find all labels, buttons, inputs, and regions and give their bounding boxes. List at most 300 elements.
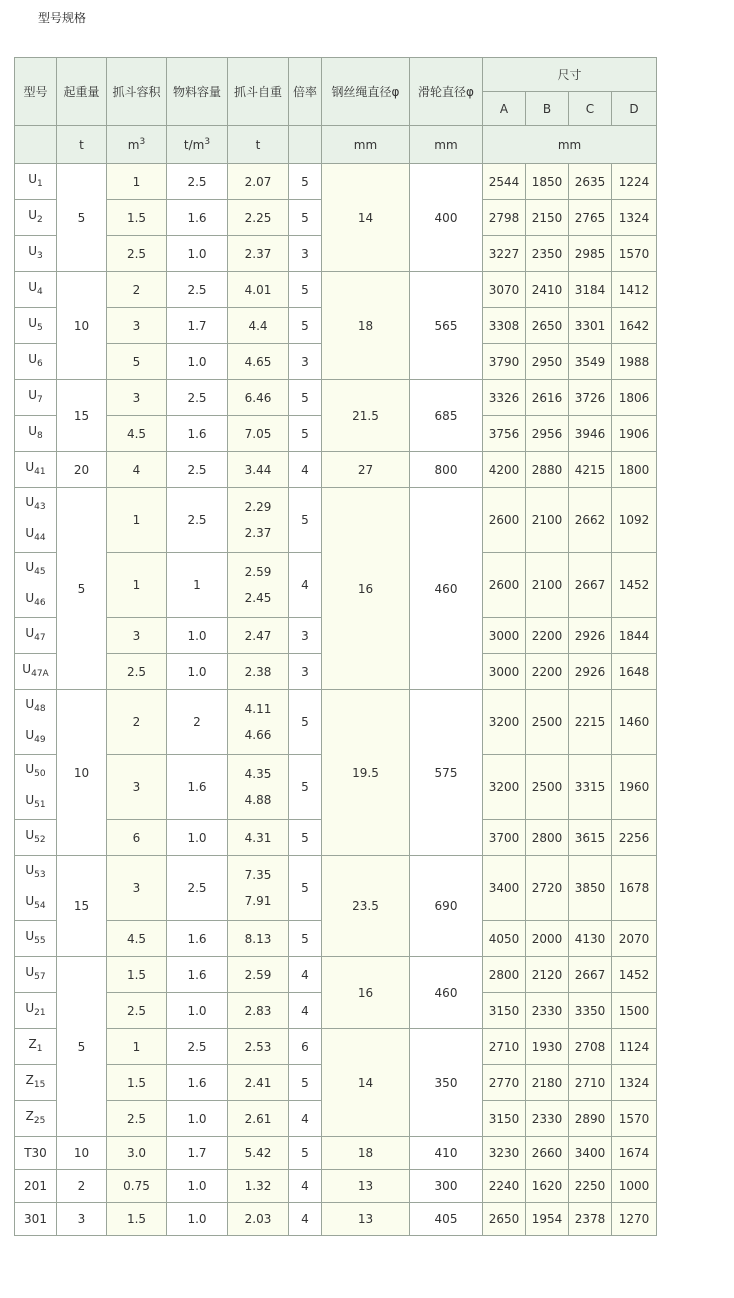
dim-b-cell: 2956	[526, 416, 569, 452]
pulley-dia-cell: 405	[410, 1203, 483, 1236]
dim-c-cell: 2710	[569, 1065, 612, 1101]
self-weight-cell: 4.01	[228, 272, 289, 308]
table-row	[15, 164, 657, 200]
dim-d-cell: 1500	[612, 993, 657, 1029]
self-weight-cell: 2.38	[228, 654, 289, 690]
model-cell	[15, 654, 57, 690]
dim-a-cell: 2600	[483, 553, 526, 618]
model-letter: U	[25, 591, 35, 605]
dim-d-cell: 2256	[612, 820, 657, 856]
dim-b-cell: 2100	[526, 488, 569, 553]
dim-d-cell: 1648	[612, 654, 657, 690]
self-weight-value: 4.11	[244, 702, 272, 716]
dim-d-cell: 1324	[612, 1065, 657, 1101]
model-letter: U	[28, 208, 38, 222]
material-cell: 1.7	[167, 1137, 228, 1170]
ratio-cell: 4	[289, 993, 322, 1029]
model-subscript: 15	[33, 1080, 46, 1090]
volume-cell: 3	[107, 856, 167, 921]
ratio-cell: 4	[289, 1170, 322, 1203]
dim-a-cell: 2600	[483, 488, 526, 553]
model-letter: U	[25, 697, 35, 711]
dim-d-cell: 1806	[612, 380, 657, 416]
material-cell: 1.6	[167, 921, 228, 957]
model-letter: U	[25, 626, 35, 640]
model-cell	[15, 1170, 57, 1203]
dim-d-cell: 1324	[612, 200, 657, 236]
dim-b-cell: 2100	[526, 553, 569, 618]
self-weight-cell	[228, 488, 289, 553]
dim-a-cell: 3200	[483, 755, 526, 820]
unit-self-weight: t	[228, 126, 289, 164]
self-weight-cell: 2.59	[228, 957, 289, 993]
model-subscript: 47A	[31, 669, 49, 679]
dim-c-cell: 3726	[569, 380, 612, 416]
model-letter: U	[28, 316, 38, 330]
dim-a-cell: 2798	[483, 200, 526, 236]
model-cell	[15, 380, 57, 416]
dim-b-cell: 2800	[526, 820, 569, 856]
pulley-dia-cell: 350	[410, 1029, 483, 1137]
model-letter: Z	[25, 1109, 34, 1123]
dim-a-cell: 2800	[483, 957, 526, 993]
dim-c-cell: 3946	[569, 416, 612, 452]
volume-cell: 1.5	[107, 1203, 167, 1236]
dim-d-cell: 1270	[612, 1203, 657, 1236]
material-cell: 1.0	[167, 654, 228, 690]
material-cell: 1.0	[167, 1170, 228, 1203]
ratio-cell: 5	[289, 200, 322, 236]
table-header	[15, 58, 657, 164]
ratio-cell: 5	[289, 488, 322, 553]
self-weight-cell: 7.05	[228, 416, 289, 452]
lift-cell: 5	[57, 164, 107, 272]
model-subscript: 1	[37, 179, 43, 189]
dim-b-cell: 1620	[526, 1170, 569, 1203]
dim-c-cell: 2708	[569, 1029, 612, 1065]
lift-cell: 5	[57, 488, 107, 690]
dim-b-cell: 2880	[526, 452, 569, 488]
self-weight-value: 7.35	[244, 868, 272, 882]
model-cell	[15, 164, 57, 200]
model-letter: U	[25, 560, 35, 574]
material-cell: 1.6	[167, 1065, 228, 1101]
dim-a-cell: 3150	[483, 993, 526, 1029]
dim-c-cell: 3301	[569, 308, 612, 344]
volume-cell: 3.0	[107, 1137, 167, 1170]
material-cell: 1.6	[167, 200, 228, 236]
model-subscript: 44	[34, 533, 46, 543]
model-cell	[15, 993, 57, 1029]
material-cell: 2.5	[167, 488, 228, 553]
ratio-cell: 4	[289, 452, 322, 488]
dim-d-cell: 1412	[612, 272, 657, 308]
material-cell: 1.0	[167, 344, 228, 380]
unit-volume: $m^3$	[107, 126, 167, 164]
dim-b-cell: 2120	[526, 957, 569, 993]
material-cell: 2.5	[167, 380, 228, 416]
self-weight-value: 7.91	[244, 894, 272, 908]
self-weight-value: 2.29	[244, 500, 272, 514]
volume-cell: 6	[107, 820, 167, 856]
dim-c-cell: 2215	[569, 690, 612, 755]
dim-b-cell: 2200	[526, 654, 569, 690]
material-cell: 1.0	[167, 820, 228, 856]
self-weight-cell: 2.47	[228, 618, 289, 654]
volume-cell: 3	[107, 308, 167, 344]
dim-a-cell: 3308	[483, 308, 526, 344]
self-weight-cell	[228, 856, 289, 921]
dim-b-cell: 2720	[526, 856, 569, 921]
model-cell	[15, 921, 57, 957]
material-cell: 2.5	[167, 452, 228, 488]
model-cell	[15, 1203, 57, 1236]
dim-a-cell: 3200	[483, 690, 526, 755]
dim-b-cell: 2660	[526, 1137, 569, 1170]
dim-a-cell: 3756	[483, 416, 526, 452]
model-subscript: 50	[34, 769, 46, 779]
self-weight-cell: 2.53	[228, 1029, 289, 1065]
volume-cell: 4	[107, 452, 167, 488]
self-weight-cell: 4.4	[228, 308, 289, 344]
model-subscript: 1	[36, 1044, 43, 1054]
header-pulley-dia: 滑轮直径φ	[410, 58, 483, 126]
lift-cell: 10	[57, 690, 107, 856]
table-row	[15, 452, 657, 488]
volume-cell: 1	[107, 164, 167, 200]
ratio-cell: 5	[289, 272, 322, 308]
dim-b-cell: 2200	[526, 618, 569, 654]
lift-cell: 3	[57, 1203, 107, 1236]
dim-d-cell: 1844	[612, 618, 657, 654]
volume-cell: 0.75	[107, 1170, 167, 1203]
dim-a-cell: 2770	[483, 1065, 526, 1101]
rope-dia-cell: 13	[322, 1170, 410, 1203]
model-letter: U	[28, 244, 38, 258]
material-cell: 2.5	[167, 164, 228, 200]
rope-dia-cell: 14	[322, 164, 410, 272]
dim-b-cell: 2616	[526, 380, 569, 416]
dim-a-cell: 4050	[483, 921, 526, 957]
model-subscript: 45	[34, 567, 46, 577]
header-self-weight: 抓斗自重	[228, 58, 289, 126]
unit-lift: t	[57, 126, 107, 164]
model-letter: 201	[24, 1179, 47, 1193]
dim-b-cell: 2330	[526, 1101, 569, 1137]
dim-a-cell: 4200	[483, 452, 526, 488]
table-row	[15, 380, 657, 416]
dim-b-cell: 1930	[526, 1029, 569, 1065]
dim-c-cell: 2662	[569, 488, 612, 553]
volume-cell: 5	[107, 344, 167, 380]
ratio-cell: 5	[289, 820, 322, 856]
model-subscript: 3	[37, 251, 43, 261]
volume-cell: 2.5	[107, 236, 167, 272]
self-weight-value: 2.37	[244, 526, 272, 540]
dim-b-cell: 2650	[526, 308, 569, 344]
pulley-dia-cell: 575	[410, 690, 483, 856]
self-weight-cell	[228, 755, 289, 820]
volume-cell: 3	[107, 755, 167, 820]
model-cell	[15, 1029, 57, 1065]
model-subscript: 41	[34, 467, 46, 477]
pulley-dia-cell: 410	[410, 1137, 483, 1170]
dim-c-cell: 2985	[569, 236, 612, 272]
model-letter: Z	[28, 1037, 37, 1051]
dim-c-cell: 4215	[569, 452, 612, 488]
ratio-cell: 5	[289, 380, 322, 416]
dim-c-cell: 2926	[569, 654, 612, 690]
rope-dia-cell: 18	[322, 1137, 410, 1170]
material-cell: 1.6	[167, 957, 228, 993]
table-row	[15, 488, 657, 553]
lift-cell: 15	[57, 380, 107, 452]
model-letter: 301	[24, 1212, 47, 1226]
ratio-cell: 5	[289, 690, 322, 755]
dim-b-cell: 2950	[526, 344, 569, 380]
dim-c-cell: 3615	[569, 820, 612, 856]
dim-b-cell: 2150	[526, 200, 569, 236]
self-weight-cell: 2.07	[228, 164, 289, 200]
dim-a-cell: 2710	[483, 1029, 526, 1065]
volume-cell: 1	[107, 488, 167, 553]
unit-material: $t/m^3$	[167, 126, 228, 164]
table-row	[15, 690, 657, 755]
page-title: 型号规格	[38, 11, 87, 25]
model-subscript: 4	[37, 287, 43, 297]
material-cell: 2.5	[167, 1029, 228, 1065]
unit-dims: mm	[483, 126, 657, 164]
pulley-dia-cell: 690	[410, 856, 483, 957]
lift-cell: 15	[57, 856, 107, 957]
ratio-cell: 3	[289, 618, 322, 654]
model-letter: U	[25, 965, 35, 979]
dim-a-cell: 2544	[483, 164, 526, 200]
pulley-dia-cell: 800	[410, 452, 483, 488]
dim-c-cell: 2926	[569, 618, 612, 654]
material-cell: 1.6	[167, 416, 228, 452]
dim-a-cell: 3070	[483, 272, 526, 308]
dim-a-cell: 2240	[483, 1170, 526, 1203]
pulley-dia-cell: 400	[410, 164, 483, 272]
pulley-dia-cell: 460	[410, 957, 483, 1029]
ratio-cell: 6	[289, 1029, 322, 1065]
table-row	[15, 1203, 657, 1236]
unit-model	[15, 126, 57, 164]
model-letter: U	[25, 929, 35, 943]
rope-dia-cell: 23.5	[322, 856, 410, 957]
model-subscript: 47	[34, 633, 46, 643]
model-subscript: 55	[34, 936, 46, 946]
ratio-cell: 4	[289, 957, 322, 993]
material-cell: 2.5	[167, 272, 228, 308]
header-dim-a: A	[483, 92, 526, 126]
material-cell: 1	[167, 553, 228, 618]
model-letter: U	[25, 863, 35, 877]
dim-a-cell: 3000	[483, 618, 526, 654]
header-lift: 起重量	[57, 58, 107, 126]
pulley-dia-cell: 300	[410, 1170, 483, 1203]
model-cell	[15, 690, 57, 755]
model-subscript: 5	[37, 323, 43, 333]
dim-d-cell: 1452	[612, 553, 657, 618]
ratio-cell: 3	[289, 344, 322, 380]
material-cell: 1.0	[167, 236, 228, 272]
ratio-cell: 4	[289, 1101, 322, 1137]
dim-d-cell: 1678	[612, 856, 657, 921]
volume-cell: 4.5	[107, 416, 167, 452]
dim-d-cell: 1960	[612, 755, 657, 820]
material-cell: 1.0	[167, 1203, 228, 1236]
ratio-cell: 5	[289, 164, 322, 200]
self-weight-cell: 4.31	[228, 820, 289, 856]
dim-c-cell: 2765	[569, 200, 612, 236]
model-cell	[15, 344, 57, 380]
spec-table	[14, 57, 657, 1236]
model-cell	[15, 236, 57, 272]
dim-a-cell: 3227	[483, 236, 526, 272]
lift-cell: 10	[57, 1137, 107, 1170]
model-subscript: 53	[34, 870, 46, 880]
model-cell	[15, 553, 57, 618]
dim-d-cell: 1570	[612, 1101, 657, 1137]
rope-dia-cell: 14	[322, 1029, 410, 1137]
dim-a-cell: 3000	[483, 654, 526, 690]
dim-b-cell: 1850	[526, 164, 569, 200]
volume-cell: 2	[107, 272, 167, 308]
ratio-cell: 4	[289, 1203, 322, 1236]
header-model: 型号	[15, 58, 57, 126]
model-letter: U	[25, 1001, 35, 1015]
table-row	[15, 856, 657, 921]
ratio-cell: 5	[289, 921, 322, 957]
self-weight-cell: 6.46	[228, 380, 289, 416]
ratio-cell: 5	[289, 416, 322, 452]
dim-b-cell: 2410	[526, 272, 569, 308]
dim-d-cell: 1906	[612, 416, 657, 452]
lift-cell: 10	[57, 272, 107, 380]
self-weight-value: 4.66	[244, 728, 272, 742]
rope-dia-cell: 21.5	[322, 380, 410, 452]
dim-c-cell: 2250	[569, 1170, 612, 1203]
dim-d-cell: 1452	[612, 957, 657, 993]
self-weight-cell: 2.25	[228, 200, 289, 236]
volume-cell: 4.5	[107, 921, 167, 957]
material-cell: 1.0	[167, 1101, 228, 1137]
model-letter: U	[25, 460, 35, 474]
ratio-cell: 5	[289, 1065, 322, 1101]
model-cell	[15, 820, 57, 856]
unit-rope-dia: mm	[322, 126, 410, 164]
model-subscript: 46	[34, 598, 46, 608]
dim-d-cell: 1092	[612, 488, 657, 553]
pulley-dia-cell: 460	[410, 488, 483, 690]
volume-cell: 1.5	[107, 200, 167, 236]
model-letter: Z	[25, 1073, 34, 1087]
model-cell	[15, 452, 57, 488]
dim-b-cell: 2000	[526, 921, 569, 957]
material-cell: 2	[167, 690, 228, 755]
dim-c-cell: 3315	[569, 755, 612, 820]
material-cell: 1.0	[167, 993, 228, 1029]
dim-b-cell: 2500	[526, 755, 569, 820]
self-weight-value: 4.35	[244, 767, 272, 781]
model-subscript: 49	[34, 735, 46, 745]
header-ratio: 倍率	[289, 58, 322, 126]
model-subscript: 8	[37, 431, 43, 441]
volume-cell: 3	[107, 618, 167, 654]
volume-cell: 1.5	[107, 1065, 167, 1101]
lift-cell: 2	[57, 1170, 107, 1203]
dim-c-cell: 2635	[569, 164, 612, 200]
self-weight-cell: 8.13	[228, 921, 289, 957]
dim-d-cell: 1460	[612, 690, 657, 755]
volume-cell: 1	[107, 1029, 167, 1065]
table-row	[15, 1170, 657, 1203]
volume-cell: 1.5	[107, 957, 167, 993]
model-letter: U	[25, 728, 35, 742]
model-letter: T30	[24, 1146, 47, 1160]
table-row	[15, 1137, 657, 1170]
dim-a-cell: 3150	[483, 1101, 526, 1137]
material-cell: 1.6	[167, 755, 228, 820]
ratio-cell: 5	[289, 755, 322, 820]
volume-cell: 1	[107, 553, 167, 618]
model-letter: U	[25, 793, 35, 807]
ratio-cell: 5	[289, 308, 322, 344]
model-letter: U	[25, 495, 35, 509]
dim-c-cell: 3184	[569, 272, 612, 308]
pulley-dia-cell: 685	[410, 380, 483, 452]
rope-dia-cell: 18	[322, 272, 410, 380]
pulley-dia-cell: 565	[410, 272, 483, 380]
self-weight-value: 2.59	[244, 565, 272, 579]
self-weight-value: 4.88	[244, 793, 272, 807]
model-subscript: 52	[34, 835, 46, 845]
model-letter: U	[25, 762, 35, 776]
dim-d-cell: 1800	[612, 452, 657, 488]
ratio-cell: 3	[289, 236, 322, 272]
model-cell	[15, 308, 57, 344]
dim-d-cell: 1988	[612, 344, 657, 380]
material-cell: 2.5	[167, 856, 228, 921]
dim-a-cell: 3700	[483, 820, 526, 856]
volume-cell: 3	[107, 380, 167, 416]
lift-cell: 5	[57, 957, 107, 1137]
self-weight-cell: 4.65	[228, 344, 289, 380]
dim-b-cell: 2330	[526, 993, 569, 1029]
self-weight-cell: 2.61	[228, 1101, 289, 1137]
self-weight-cell: 2.03	[228, 1203, 289, 1236]
dim-d-cell: 1124	[612, 1029, 657, 1065]
model-cell	[15, 416, 57, 452]
model-subscript: 6	[37, 359, 43, 369]
header-rope-dia: 钢丝绳直径φ	[322, 58, 410, 126]
table-row	[15, 957, 657, 993]
dim-c-cell: 3549	[569, 344, 612, 380]
header-dims: 尺寸	[483, 58, 657, 92]
dim-c-cell: 2667	[569, 553, 612, 618]
material-cell: 1.0	[167, 618, 228, 654]
table-row	[15, 1029, 657, 1065]
model-cell	[15, 1137, 57, 1170]
model-subscript: 21	[34, 1008, 46, 1018]
rope-dia-cell: 16	[322, 488, 410, 690]
model-letter: U	[25, 526, 35, 540]
volume-cell: 2.5	[107, 993, 167, 1029]
model-cell	[15, 200, 57, 236]
model-cell	[15, 957, 57, 993]
